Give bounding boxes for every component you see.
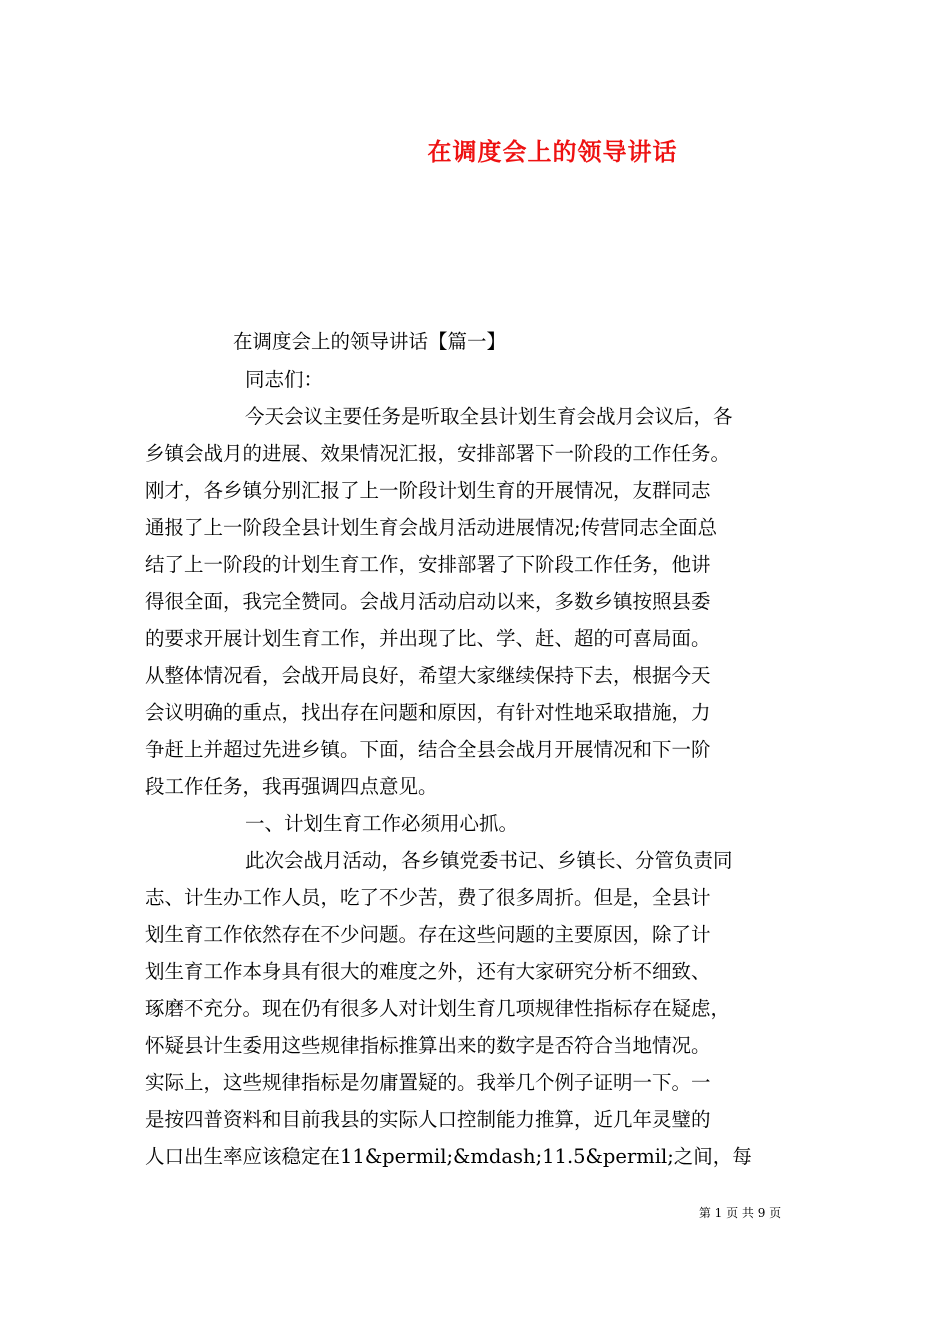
- paragraph-line: 得很全面，我完全赞同。会战月活动启动以来，多数乡镇按照县委: [145, 590, 711, 613]
- paragraph-line: 争赶上并超过先进乡镇。下面，结合全县会战月开展情况和下一阶: [145, 738, 711, 761]
- paragraph-line: 此次会战月活动，各乡镇党委书记、乡镇长、分管负责同: [245, 849, 733, 872]
- paragraph-line: 的要求开展计划生育工作，并出现了比、学、赶、超的可喜局面。: [145, 627, 711, 650]
- paragraph-line: 志、计生办工作人员，吃了不少苦，费了很多周折。但是，全县计: [145, 886, 711, 909]
- paragraph-line: 刚才，各乡镇分别汇报了上一阶段计划生育的开展情况，友群同志: [145, 479, 711, 502]
- paragraph-line: 从整体情况看，会战开局良好，希望大家继续保持下去，根据今天: [145, 664, 711, 687]
- paragraph-line: 划生育工作本身具有很大的难度之外，还有大家研究分析不细致、: [145, 960, 711, 983]
- paragraph-line: 会议明确的重点，找出存在问题和原因，有针对性地采取措施，力: [145, 701, 711, 724]
- paragraph-line: 乡镇会战月的进展、效果情况汇报，安排部署下一阶段的工作任务。: [145, 442, 731, 465]
- paragraph-line: 实际上，这些规律指标是勿庸置疑的。我举几个例子证明一下。一: [145, 1071, 711, 1094]
- paragraph-line: 今天会议主要任务是听取全县计划生育会战月会议后，各: [245, 405, 733, 428]
- paragraph-line: 段工作任务，我再强调四点意见。: [145, 775, 438, 798]
- section-heading: 在调度会上的领导讲话【篇一】: [233, 330, 507, 353]
- paragraph-line: 琢磨不充分。现在仍有很多人对计划生育几项规律性指标存在疑虑，: [145, 997, 731, 1020]
- paragraph-line: 划生育工作依然存在不少问题。存在这些问题的主要原因，除了计: [145, 923, 711, 946]
- page-number-footer: 第 1 页 共 9 页: [698, 1206, 782, 1220]
- document-title: 在调度会上的领导讲话: [427, 137, 678, 166]
- paragraph-line: 怀疑县计生委用这些规律指标推算出来的数字是否符合当地情况。: [145, 1034, 711, 1057]
- paragraph-line: 人口出生率应该稳定在11&permil;&mdash;11.5&permil;之间，每: [145, 1145, 752, 1168]
- paragraph-line: 通报了上一阶段全县计划生育会战月活动进展情况;传营同志全面总: [145, 516, 718, 539]
- section-heading: 一、计划生育工作必须用心抓。: [245, 812, 519, 835]
- paragraph-line: 是按四普资料和目前我县的实际人口控制能力推算，近几年灵璧的: [145, 1108, 711, 1131]
- paragraph-line: 结了上一阶段的计划生育工作，安排部署了下阶段工作任务，他讲: [145, 553, 711, 576]
- salutation: 同志们：: [245, 368, 324, 391]
